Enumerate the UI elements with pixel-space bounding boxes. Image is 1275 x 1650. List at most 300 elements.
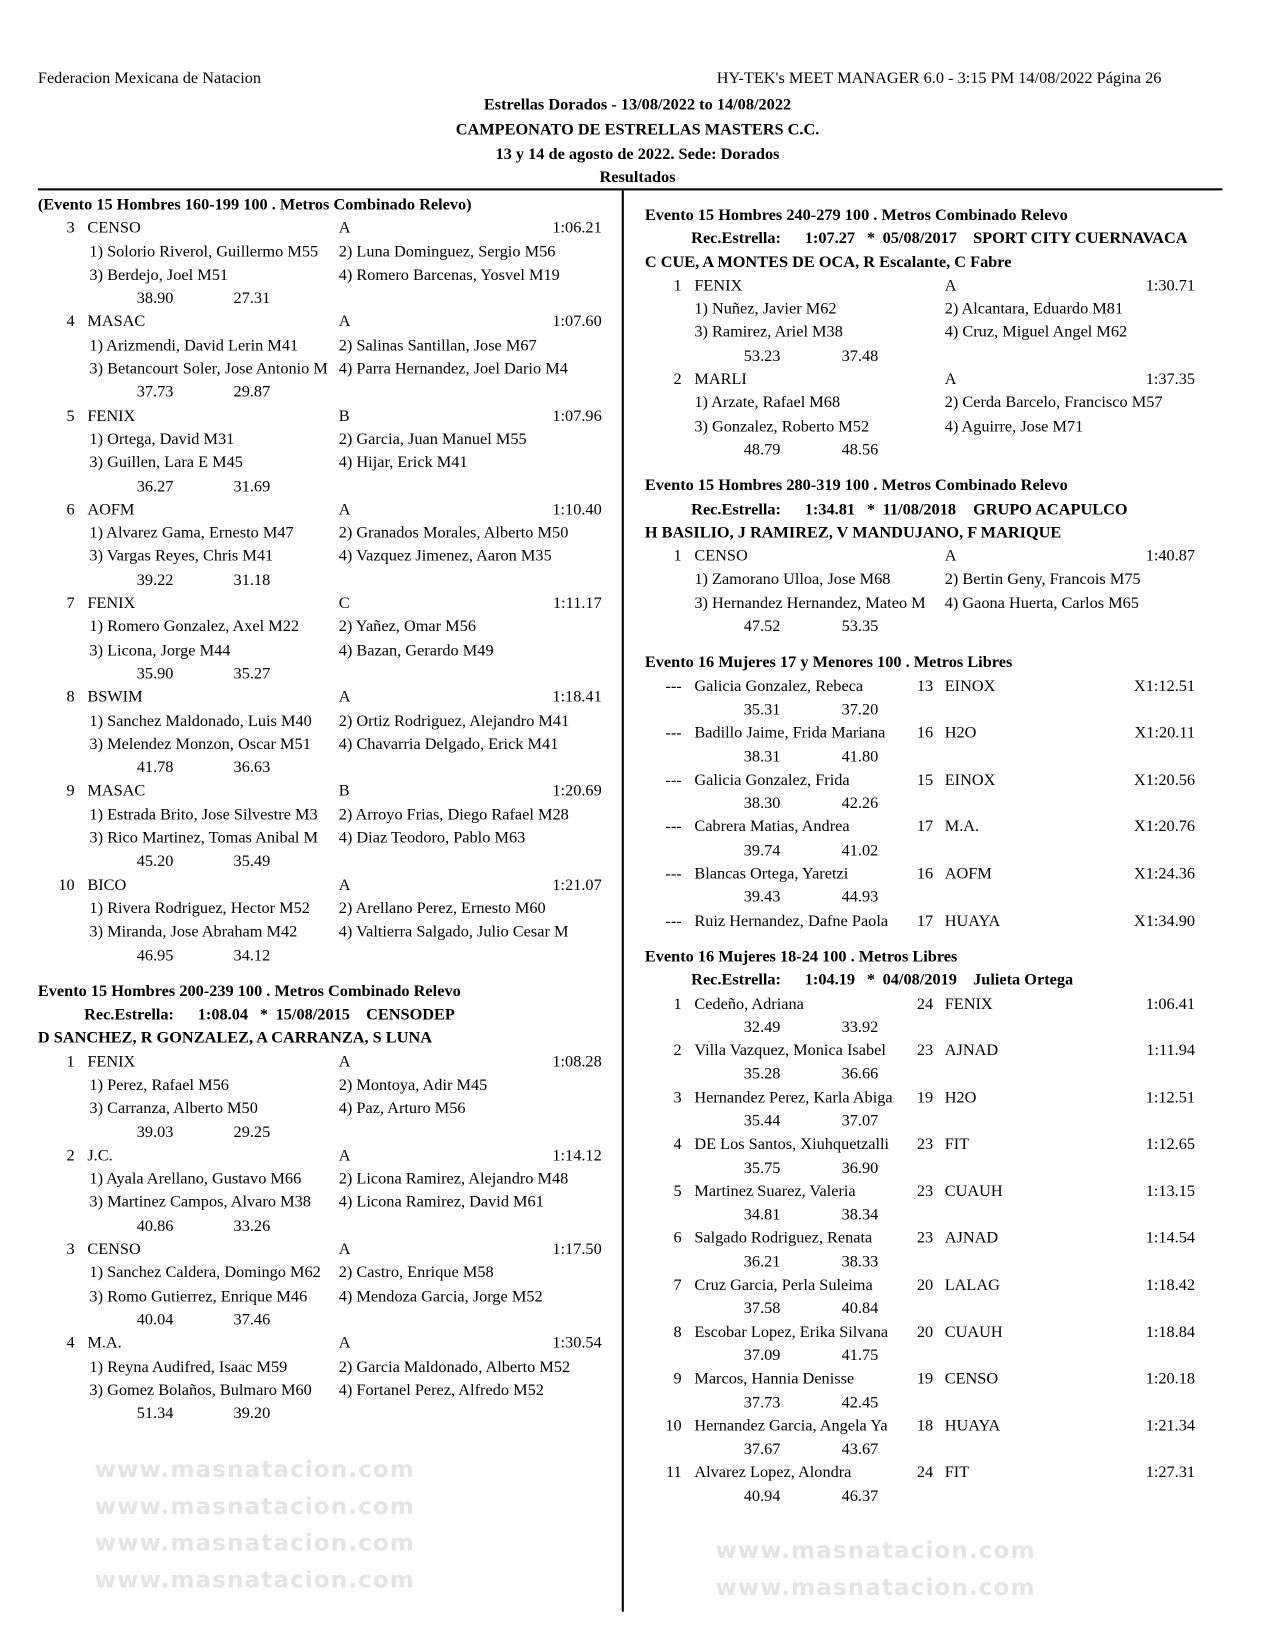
swimmer-leg-3: 3) Vargas Reyes, Chris M41 — [89, 547, 274, 566]
swimmer-leg-2: 2) Cerda Barcelo, Francisco M57 — [944, 393, 1163, 412]
team: FIT — [944, 1463, 970, 1482]
relay-letter: A — [944, 370, 957, 389]
swimmer-leg-4: 4) Aguirre, Jose M71 — [944, 417, 1084, 436]
place: --- — [665, 770, 682, 789]
team: FENIX — [944, 994, 993, 1013]
splits-line — [645, 1485, 1213, 1508]
final-time: 1:06.21 — [552, 219, 602, 238]
split-50: 51.34 — [136, 1404, 174, 1423]
swimmer-leg-3: 3) Melendez Monzon, Oscar M51 — [89, 735, 311, 754]
swimmers-line — [38, 803, 617, 826]
split-50: 40.04 — [136, 1310, 174, 1329]
swimmer-leg-2: 2) Licona Ramirez, Alejandro M48 — [338, 1170, 569, 1188]
final-time: 1:17.50 — [552, 1240, 602, 1259]
splits-line — [38, 663, 617, 686]
record-time: 1:07.27 — [804, 229, 856, 248]
final-time: 1:37.35 — [1145, 370, 1196, 389]
swimmer-leg-3: 3) Martinez Campos, Alvaro M38 — [89, 1193, 311, 1212]
swimmer-age: 20 — [916, 1276, 934, 1295]
swimmer-leg-4: 4) Diaz Teodoro, Pablo M63 — [338, 828, 526, 847]
final-time: 1:18.42 — [1145, 1276, 1196, 1295]
team: H2O — [944, 724, 977, 742]
splits-line — [645, 1438, 1213, 1461]
place: --- — [665, 724, 682, 742]
swimmer-age: 13 — [916, 677, 934, 695]
result-line — [645, 1180, 1213, 1203]
swimmer-age: 17 — [916, 911, 934, 930]
result-line — [38, 1144, 617, 1167]
swimmer-leg-1: 1) Perez, Rafael M56 — [89, 1076, 229, 1095]
result-line — [645, 863, 1213, 886]
team: AJNAD — [944, 1229, 999, 1248]
place: --- — [665, 864, 682, 883]
split-50: 37.73 — [743, 1393, 781, 1412]
result-line — [38, 405, 617, 428]
swimmer-result — [645, 1368, 1213, 1415]
team: CENSO — [87, 1240, 141, 1259]
final-time: 1:07.60 — [552, 312, 602, 331]
swimmer-result — [645, 993, 1213, 1040]
event-title: Evento 16 Mujeres 17 y Menores 100 . Metros Libres — [644, 653, 1013, 672]
place: 3 — [66, 219, 75, 238]
team: EINOX — [944, 677, 996, 695]
swimmers-line — [38, 452, 617, 475]
relay-result — [38, 874, 617, 968]
swimmer-age: 23 — [916, 1229, 934, 1248]
split-100: 37.46 — [233, 1310, 271, 1329]
split-50: 39.43 — [743, 888, 781, 907]
split-50: 35.31 — [743, 700, 781, 719]
team: CUAUH — [944, 1323, 1003, 1341]
swimmer-age: 23 — [916, 1182, 934, 1201]
swimmer-leg-3: 3) Romo Gutierrez, Enrique M46 — [89, 1287, 308, 1306]
split-50: 46.95 — [136, 946, 174, 965]
result-line — [645, 722, 1213, 745]
record-members-line — [645, 522, 1213, 545]
relay-result — [38, 686, 617, 780]
place: 1 — [673, 276, 682, 295]
swimmer-leg-3: 3) Gonzalez, Roberto M52 — [694, 417, 870, 436]
swimmer-result — [645, 1415, 1213, 1462]
relay-result — [38, 1238, 617, 1332]
splits-line — [645, 745, 1213, 768]
split-100: 36.90 — [841, 1158, 879, 1177]
split-50: 40.86 — [136, 1216, 174, 1235]
splits-line — [645, 792, 1213, 815]
splits-line — [38, 1121, 617, 1144]
final-time: 1:18.41 — [552, 688, 602, 707]
relay-letter: A — [338, 1334, 351, 1353]
result-line — [38, 592, 617, 615]
final-time: 1:20.69 — [552, 782, 602, 800]
splits-line — [645, 886, 1213, 909]
record-date: 04/08/2019 — [882, 971, 957, 990]
place: 9 — [66, 782, 75, 800]
swimmer-leg-3: 3) Hernandez Hernandez, Mateo M — [694, 594, 926, 613]
splits-line — [38, 1402, 617, 1425]
splits-line — [645, 1016, 1213, 1039]
splits-line — [645, 1063, 1213, 1086]
swimmers-line — [38, 358, 617, 381]
swimmer-leg-3: 3) Berdejo, Joel M51 — [89, 266, 229, 284]
place: 3 — [66, 1240, 75, 1259]
swimmer-name: Cedeño, Adriana — [694, 994, 804, 1013]
swimmer-name: Galicia Gonzalez, Rebeca — [694, 677, 864, 695]
place: 7 — [673, 1276, 682, 1295]
record-date: 15/08/2015 — [275, 1005, 350, 1024]
team: J.C. — [87, 1146, 113, 1165]
result-line — [645, 1274, 1213, 1297]
swimmer-leg-1: 1) Estrada Brito, Jose Silvestre M3 — [89, 805, 318, 824]
swimmer-leg-2: 2) Arellano Perez, Ernesto M60 — [338, 899, 546, 918]
event-title: Evento 15 Hombres 280-319 100 . Metros Combinado Relevo — [644, 476, 1068, 495]
split-100: 53.35 — [841, 617, 879, 636]
watermark: www.masnatacion.com — [94, 1493, 415, 1521]
swimmer-leg-2: 2) Ortiz Rodriguez, Alejandro M41 — [338, 711, 570, 730]
event-title: Evento 16 Mujeres 18-24 100 . Metros Libres — [644, 947, 958, 966]
record-holder: SPORT CITY CUERNAVACA — [973, 229, 1188, 248]
swimmer-leg-2: 2) Arroyo Frias, Diego Rafael M28 — [338, 805, 569, 824]
result-line — [38, 686, 617, 709]
split-100: 29.87 — [233, 383, 271, 402]
swimmer-name: Villa Vazquez, Monica Isabel — [694, 1041, 886, 1060]
swimmer-result — [645, 1180, 1213, 1227]
record-time: 1:04.19 — [804, 971, 856, 990]
swimmers-line — [645, 321, 1213, 344]
result-line — [645, 1415, 1213, 1438]
relay-letter: A — [944, 547, 957, 566]
split-50: 37.58 — [743, 1299, 781, 1318]
relay-letter: C — [338, 594, 350, 613]
team: FENIX — [87, 594, 136, 613]
splits-line — [38, 850, 617, 873]
swimmers-line — [645, 592, 1213, 615]
split-50: 37.09 — [743, 1346, 781, 1365]
swimmer-name: Marcos, Hannia Denisse — [694, 1369, 855, 1388]
result-line — [645, 1133, 1213, 1156]
swimmer-leg-3: 3) Miranda, Jose Abraham M42 — [89, 922, 298, 941]
swimmer-leg-4: 4) Fortanel Perez, Alfredo M52 — [338, 1381, 544, 1399]
team: CENSO — [87, 219, 141, 238]
split-50: 45.20 — [136, 852, 174, 871]
swimmers-line — [38, 240, 617, 263]
swimmer-result — [645, 1462, 1213, 1509]
record-line — [645, 498, 1213, 521]
swimmer-leg-1: 1) Ayala Arellano, Gustavo M66 — [89, 1170, 302, 1188]
swimmers-line — [38, 733, 617, 756]
result-line — [645, 769, 1213, 792]
swimmer-leg-1: 1) Solorio Riverol, Guillermo M55 — [89, 242, 319, 261]
split-100: 29.25 — [233, 1123, 271, 1141]
place: 10 — [665, 1416, 682, 1435]
final-time: 1:11.94 — [1146, 1041, 1196, 1060]
split-100: 42.26 — [841, 794, 879, 813]
swimmer-name: Ruiz Hernandez, Dafne Paola — [694, 911, 889, 930]
swimmer-leg-1: 1) Zamorano Ulloa, Jose M68 — [694, 570, 891, 589]
final-time: 1:07.96 — [552, 406, 602, 425]
swimmer-leg-3: 3) Betancourt Soler, Jose Antonio M — [89, 359, 328, 378]
relay-result — [38, 1051, 617, 1145]
split-50: 39.03 — [136, 1123, 174, 1141]
record-line — [645, 969, 1213, 992]
swimmer-leg-3: 3) Carranza, Alberto M50 — [89, 1099, 258, 1118]
meet-venue: 13 y 14 de agosto de 2022. Sede: Dorados — [495, 145, 780, 164]
swimmer-age: 19 — [916, 1088, 934, 1107]
record-line — [38, 1004, 617, 1027]
split-100: 41.75 — [841, 1346, 879, 1365]
results-column-left — [38, 194, 617, 1439]
swimmer-leg-3: 3) Rico Martinez, Tomas Anibal M — [89, 828, 319, 847]
result-line — [38, 311, 617, 334]
swimmer-result — [645, 1274, 1213, 1321]
splits-line — [38, 757, 617, 780]
swimmer-age: 24 — [916, 994, 934, 1013]
split-50: 38.30 — [743, 794, 781, 813]
swimmer-leg-1: 1) Alvarez Gama, Ernesto M47 — [89, 524, 294, 542]
place: 7 — [66, 594, 75, 613]
swimmers-line — [38, 616, 617, 639]
place: 1 — [673, 547, 682, 566]
result-line — [645, 1086, 1213, 1109]
relay-letter: A — [338, 312, 351, 331]
split-50: 40.94 — [743, 1487, 781, 1506]
team: CENSO — [694, 547, 748, 566]
place: 6 — [673, 1229, 682, 1248]
split-50: 47.52 — [743, 617, 781, 636]
place: 4 — [66, 1334, 75, 1353]
relay-letter: B — [338, 782, 350, 800]
splits-line — [38, 944, 617, 967]
place: 9 — [673, 1369, 682, 1388]
final-time: 1:30.71 — [1145, 276, 1196, 295]
swimmers-line — [38, 897, 617, 920]
relay-letter: A — [338, 1146, 351, 1165]
team: BSWIM — [87, 688, 143, 707]
final-time: 1:12.65 — [1145, 1135, 1196, 1154]
software-page-info: HY-TEK's MEET MANAGER 6.0 - 3:15 PM 14/08/2022 Página 26 — [716, 69, 1162, 88]
result-line — [645, 274, 1213, 297]
swimmer-leg-4: 4) Cruz, Miguel Angel M62 — [944, 323, 1128, 342]
swimmer-name: Escobar Lopez, Erika Silvana — [694, 1323, 889, 1341]
swimmer-leg-4: 4) Mendoza Garcia, Jorge M52 — [338, 1287, 543, 1306]
swimmer-leg-2: 2) Alcantara, Eduardo M81 — [944, 300, 1124, 318]
swimmer-name: Cabrera Matias, Andrea — [694, 817, 850, 836]
relay-result — [38, 1144, 617, 1238]
result-line — [38, 874, 617, 897]
final-time: 1:21.07 — [552, 875, 602, 894]
swimmers-line — [38, 334, 617, 357]
splits-line — [38, 569, 617, 592]
swimmer-name: Alvarez Lopez, Alondra — [694, 1463, 852, 1482]
team: FENIX — [87, 406, 136, 425]
swimmer-leg-1: 1) Romero Gonzalez, Axel M22 — [89, 617, 300, 636]
swimmers-line — [38, 921, 617, 944]
swimmer-leg-4: 4) Romero Barcenas, Yosvel M19 — [338, 266, 560, 284]
record-date: 11/08/2018 — [882, 500, 957, 519]
swimmer-leg-4: 4) Paz, Arturo M56 — [338, 1099, 466, 1118]
splits-line — [645, 1251, 1213, 1274]
swimmer-age: 18 — [916, 1416, 934, 1435]
swimmers-line — [38, 1074, 617, 1097]
team: M.A. — [87, 1334, 122, 1353]
split-100: 41.02 — [841, 841, 879, 860]
relay-result — [645, 368, 1213, 462]
split-100: 37.07 — [841, 1111, 879, 1130]
place: 11 — [665, 1463, 682, 1482]
results-column-right — [645, 204, 1213, 1521]
swimmer-leg-2: 2) Garcia Maldonado, Alberto M52 — [338, 1357, 571, 1376]
split-100: 36.63 — [233, 758, 271, 777]
split-50: 32.49 — [743, 1018, 781, 1037]
swimmer-leg-4: 4) Bazan, Gerardo M49 — [338, 641, 494, 660]
split-100: 38.33 — [841, 1252, 879, 1271]
splits-line — [645, 615, 1213, 638]
place: 2 — [66, 1146, 75, 1165]
final-time: 1:13.15 — [1145, 1182, 1196, 1201]
place: --- — [665, 911, 682, 930]
final-time: X1:20.76 — [1133, 817, 1196, 836]
swimmer-age: 16 — [916, 864, 934, 883]
split-50: 35.75 — [743, 1158, 781, 1177]
swimmers-line — [38, 1262, 617, 1285]
result-line — [38, 780, 617, 803]
event-title: Evento 15 Hombres 200-239 100 . Metros Combinado Relevo — [37, 982, 461, 1001]
swimmer-leg-2: 2) Yañez, Omar M56 — [338, 617, 476, 636]
split-100: 43.67 — [841, 1440, 879, 1459]
result-line — [645, 816, 1213, 839]
swimmers-line — [38, 545, 617, 568]
swimmer-name: Hernandez Garcia, Angela Ya — [694, 1416, 888, 1435]
swimmers-line — [645, 569, 1213, 592]
split-100: 33.92 — [841, 1018, 879, 1037]
final-time: X1:20.56 — [1133, 770, 1196, 789]
split-50: 36.27 — [136, 477, 174, 496]
swimmer-name: Badillo Jaime, Frida Mariana — [694, 724, 886, 742]
swimmer-age: 17 — [916, 817, 934, 836]
split-100: 27.31 — [233, 289, 271, 308]
team: MASAC — [87, 782, 146, 800]
relay-letter: A — [338, 500, 351, 519]
final-time: 1:27.31 — [1145, 1463, 1196, 1482]
record-members: C CUE, A MONTES DE OCA, R Escalante, C Fabre — [644, 253, 1012, 271]
swimmers-line — [38, 639, 617, 662]
event-header — [645, 475, 1213, 498]
meet-name: CAMPEONATO DE ESTRELLAS MASTERS C.C. — [455, 120, 820, 139]
final-time: 1:06.41 — [1145, 994, 1196, 1013]
split-100: 37.48 — [841, 346, 879, 365]
team: LALAG — [944, 1276, 1000, 1295]
swimmers-line — [38, 428, 617, 451]
final-time: X1:20.11 — [1134, 724, 1196, 742]
result-line — [645, 1368, 1213, 1391]
swimmer-leg-2: 2) Luna Dominguez, Sergio M56 — [338, 242, 556, 261]
team: M.A. — [944, 817, 980, 836]
swimmer-leg-4: 4) Parra Hernandez, Joel Dario M4 — [338, 359, 568, 378]
swimmers-line — [645, 298, 1213, 321]
final-time: 1:21.34 — [1145, 1416, 1196, 1435]
split-50: 35.28 — [743, 1065, 781, 1083]
swimmer-leg-2: 2) Salinas Santillan, Jose M67 — [338, 336, 537, 355]
place: 2 — [673, 370, 682, 389]
split-50: 35.90 — [136, 664, 174, 683]
swimmer-name: Martinez Suarez, Valeria — [694, 1182, 856, 1201]
swimmer-leg-1: 1) Arizmendi, David Lerin M41 — [89, 336, 299, 355]
splits-line — [645, 1204, 1213, 1227]
swimmer-result — [645, 1321, 1213, 1368]
split-50: 41.78 — [136, 758, 174, 777]
split-100: 34.12 — [233, 946, 271, 965]
record-label: Rec.Estrella: — [691, 500, 781, 519]
swimmer-age: 24 — [916, 1463, 934, 1482]
split-100: 38.34 — [841, 1205, 879, 1224]
record-members-line — [38, 1027, 617, 1050]
team: FIT — [944, 1135, 970, 1154]
split-50: 39.74 — [743, 841, 781, 860]
final-time: 1:08.28 — [552, 1052, 602, 1071]
swimmers-line — [38, 1191, 617, 1214]
record-holder: Julieta Ortega — [973, 971, 1074, 990]
swimmer-leg-4: 4) Gaona Huerta, Carlos M65 — [944, 594, 1139, 613]
place: 8 — [66, 688, 75, 707]
event-title: (Evento 15 Hombres 160-199 100 . Metros Combinado Relevo) — [37, 195, 472, 214]
swimmers-line — [38, 1168, 617, 1191]
result-line — [645, 545, 1213, 568]
swimmer-age: 20 — [916, 1323, 934, 1341]
swimmer-leg-1: 1) Ortega, David M31 — [89, 430, 235, 449]
swimmer-result — [645, 1086, 1213, 1133]
swimmers-line — [38, 522, 617, 545]
splits-line — [38, 1215, 617, 1238]
swimmer-leg-2: 2) Bertin Geny, Francois M75 — [944, 570, 1141, 589]
result-line — [645, 675, 1213, 698]
relay-result — [38, 405, 617, 499]
place: 10 — [58, 875, 75, 894]
result-line — [645, 993, 1213, 1016]
split-100: 31.18 — [233, 570, 271, 589]
event-section — [645, 204, 1213, 462]
swimmer-age: 16 — [916, 724, 934, 742]
result-line — [38, 217, 617, 240]
split-50: 37.67 — [743, 1440, 781, 1459]
split-100: 37.20 — [841, 700, 879, 719]
event-header — [645, 946, 1213, 969]
team: CENSO — [944, 1369, 999, 1388]
place: 3 — [673, 1088, 682, 1107]
result-line — [38, 1238, 617, 1261]
final-time: X1:24.36 — [1133, 864, 1196, 883]
record-time: 1:08.04 — [197, 1005, 249, 1024]
result-line — [38, 1332, 617, 1355]
splits-line — [645, 439, 1213, 462]
place: 1 — [673, 994, 682, 1013]
split-50: 35.44 — [743, 1111, 781, 1130]
split-50: 36.21 — [743, 1252, 781, 1271]
splits-line — [645, 1391, 1213, 1414]
split-100: 39.20 — [233, 1404, 271, 1423]
swimmer-leg-2: 2) Garcia, Juan Manuel M55 — [338, 430, 527, 449]
split-100: 31.69 — [233, 477, 271, 496]
split-50: 38.90 — [136, 289, 174, 308]
event-section — [38, 980, 617, 1426]
swimmer-leg-1: 1) Sanchez Caldera, Domingo M62 — [89, 1263, 321, 1282]
splits-line — [645, 1157, 1213, 1180]
swimmer-age: 23 — [916, 1135, 934, 1154]
record-label: Rec.Estrella: — [691, 229, 781, 248]
swimmer-leg-1: 1) Reyna Audifred, Isaac M59 — [89, 1357, 288, 1376]
relay-letter: A — [338, 875, 351, 894]
relay-result — [38, 217, 617, 311]
place: --- — [665, 817, 682, 836]
